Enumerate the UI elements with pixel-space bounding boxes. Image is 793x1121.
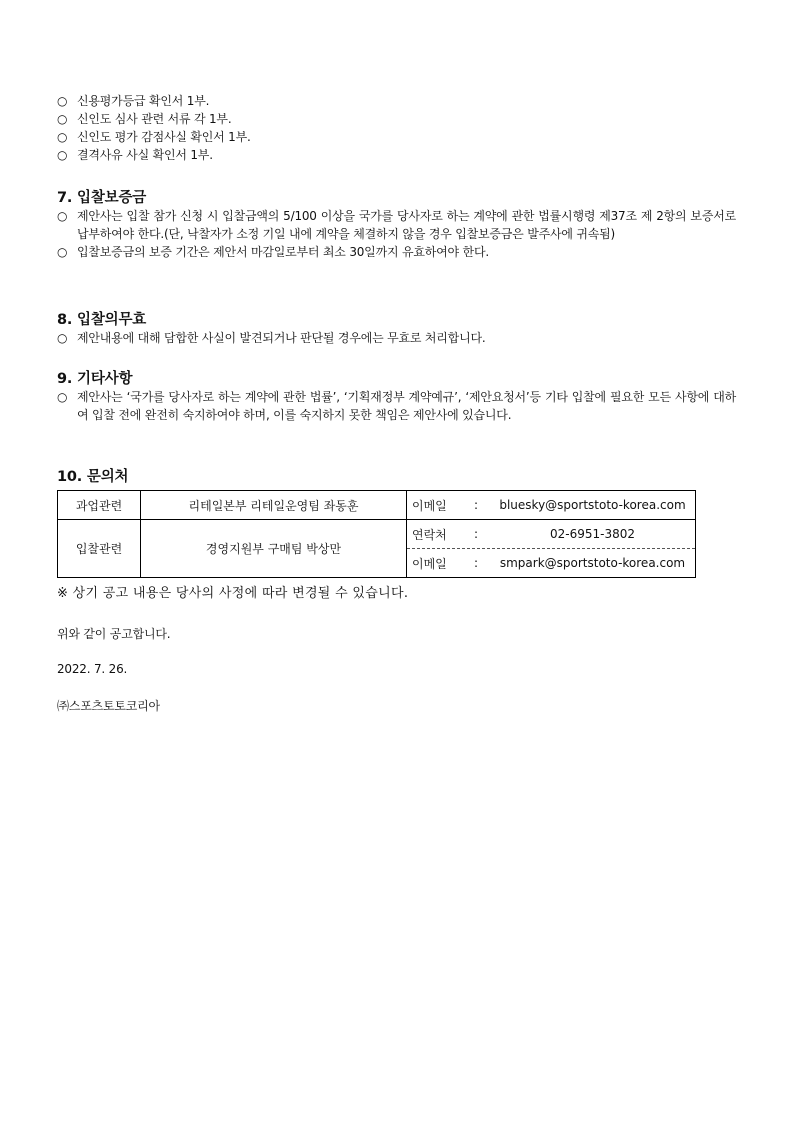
circle-bullet-icon: ○ [57, 130, 68, 144]
list-item: ○ 신인도 심사 관련 서류 각 1부. [57, 112, 232, 126]
circle-bullet-icon: ○ [57, 245, 68, 259]
section-title-bid-bond: 7. 입찰보증금 [57, 190, 147, 206]
phone-number: 02-6951-3802 [549, 527, 635, 541]
contact-email: 이메일 : smpark@sportstoto-korea.com [407, 548, 695, 577]
other-matters-list [57, 388, 736, 424]
contact-email: 이메일 : bluesky@sportstoto-korea.com [407, 491, 695, 519]
circle-bullet-icon: ○ [57, 148, 68, 162]
company-name: ㈜스포츠토토코리아 [57, 699, 160, 713]
contact-cell [407, 491, 696, 520]
list-item: ○ 결격사유 사실 확인서 1부. [57, 148, 213, 162]
contact-cell [407, 520, 696, 578]
list-item: ○ 신인도 평가 감점사실 확인서 1부. [57, 130, 251, 144]
circle-bullet-icon: ○ [57, 112, 68, 126]
list-item: ○ 입찰보증금의 보증 기간은 제안서 마감일로부터 최소 30일까지 유효하여야 한다. [57, 245, 489, 259]
category-cell: 과업관련 [58, 491, 141, 520]
circle-bullet-icon: ○ [57, 209, 68, 223]
circle-bullet-icon: ○ [57, 390, 68, 404]
category-cell: 입찰관련 [58, 520, 141, 578]
table-row [58, 491, 696, 520]
invalid-bid-list [57, 329, 736, 347]
announcement-date: 2022. 7. 26. [57, 662, 128, 676]
email-link[interactable]: smpark@sportstoto-korea.com [499, 556, 686, 570]
list-item: ○ 제안사는 입찰 참가 신청 시 입찰금액의 5/100 이상을 국가를 당사자로 하는 계약에 관한 법률시행령 제37조 제 2항의 보증서로 납부하여야 한다.(단, 낙찰자가 소정 기일 내에 계약을 체결하지 않을 경우 입찰보증금은 발주사에 귀속됨) [57, 209, 736, 241]
list-item: ○ 신용평가등급 확인서 1부. [57, 94, 210, 108]
list-item: ○ 제안사는 ‘국가를 당사자로 하는 계약에 관한 법률’, ‘기획재정부 계약예규’, ‘제안요청서’등 기타 입찰에 필요한 모든 사항에 대하여 입찰 전에 완전히 숙지하여야 하며, 이를 숙지하지 못한 책임은 제안사에 있습니다. [57, 390, 736, 422]
required-documents-list [57, 92, 736, 164]
contact-phone: 연락처 : 02-6951-3802 [407, 520, 695, 548]
bid-bond-list [57, 207, 736, 261]
section-title-other-matters: 9. 기타사항 [57, 371, 133, 387]
circle-bullet-icon: ○ [57, 94, 68, 108]
section-title-invalid-bid: 8. 입찰의무효 [57, 312, 147, 328]
contact-table [57, 490, 696, 578]
table-row [58, 520, 696, 578]
person-cell: 리테일본부 리테일운영팀 좌동훈 [141, 491, 407, 520]
closing-statement: 위와 같이 공고합니다. [57, 627, 171, 641]
email-link[interactable]: bluesky@sportstoto-korea.com [499, 498, 686, 512]
list-item: ○ 제안내용에 대해 담합한 사실이 발견되거나 판단될 경우에는 무효로 처리합니다. [57, 331, 486, 345]
notice-note: ※ 상기 공고 내용은 당사의 사정에 따라 변경될 수 있습니다. [57, 586, 409, 601]
section-title-contact: 10. 문의처 [57, 469, 129, 485]
person-cell: 경영지원부 구매팀 박상만 [141, 520, 407, 578]
circle-bullet-icon: ○ [57, 331, 68, 345]
